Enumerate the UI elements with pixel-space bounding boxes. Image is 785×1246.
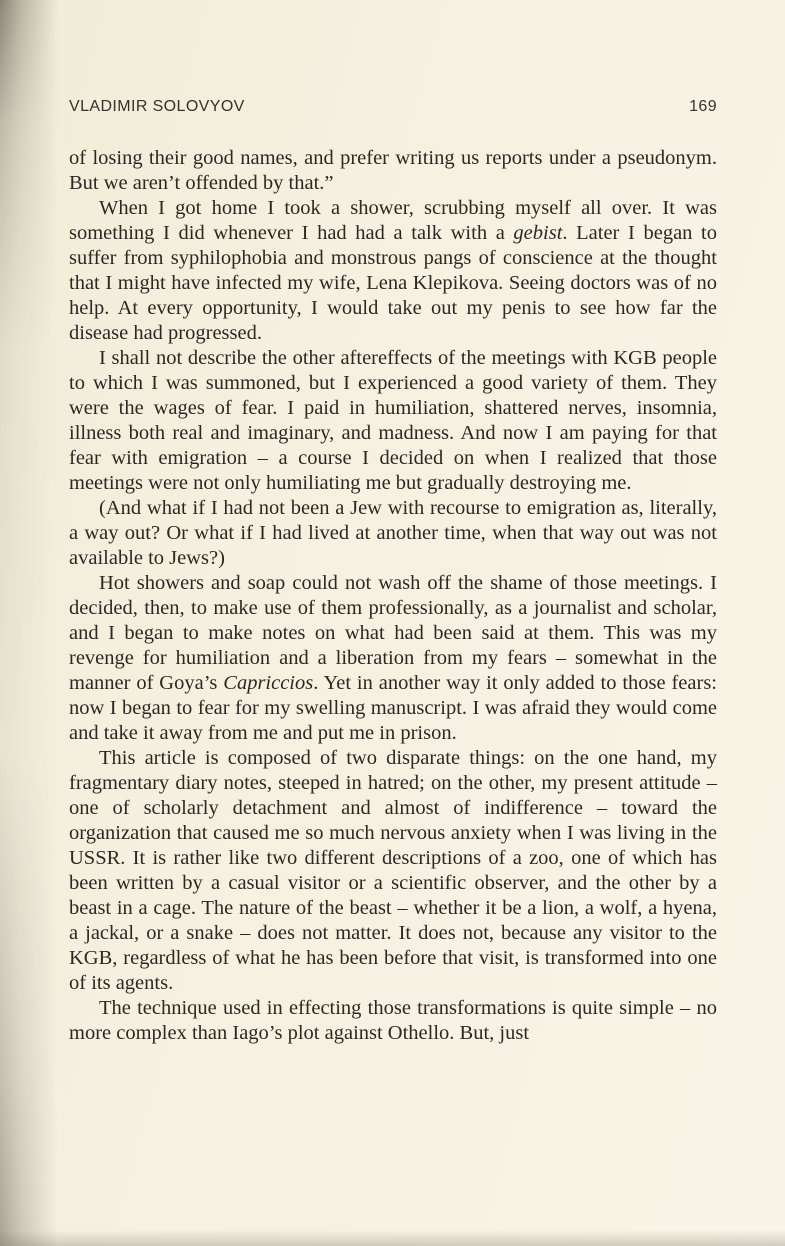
- paragraph-1-text: of losing their good names, and prefer writing us reports under a pseudonym. But we aren’t offended by that.”: [69, 147, 717, 194]
- running-header-author: VLADIMIR SOLOVYOV: [69, 98, 245, 115]
- page-body: [69, 146, 717, 1046]
- paragraph-4-text: (And what if I had not been a Jew with recourse to emigration as, literally, a way out? Or what if I had lived at another time, when that way out was not available to Jews?): [69, 497, 717, 569]
- paragraph-1: [69, 146, 717, 196]
- page-number: 169: [689, 98, 717, 115]
- paragraph-5-italic-capriccios: Capriccios: [223, 672, 314, 694]
- bottom-edge-shadow: [0, 1230, 785, 1246]
- paragraph-5-text-1: Hot showers and soap could not wash off the shame of those meetings. I decided, then, to make use of them professionally, as a journalist and scholar, and I began to make notes on what had been said at them. This was my revenge for humiliation and a liberation from my fears – somewhat in the manner of Goya’s: [69, 572, 717, 694]
- paragraph-2-text-1: When I got home I took a shower, scrubbing myself all over. It was something I did whenever I had had a talk with a: [69, 197, 717, 244]
- paragraph-6-text: This article is composed of two disparate things: on the one hand, my fragmentary diary notes, steeped in hatred; on the other, my present attitude – one of scholarly detachment and almost of indifference – toward the organization that caused me so much nervous anxiety when I was living in the USSR. It is rather like two different descriptions of a zoo, one of which has been written by a casual visitor or a scientific observer, and the other by a beast in a cage. The nature of the beast – whether it be a lion, a wolf, a hyena, a jackal, or a snake – does not matter. It does not, because any visitor to the KGB, regardless of what he has been before that visit, is transformed into one of its agents.: [69, 747, 717, 994]
- paragraph-3: [69, 346, 717, 496]
- paragraph-6: [69, 746, 717, 996]
- paragraph-2: [69, 196, 717, 346]
- paragraph-3-text: I shall not describe the other aftereffects of the meetings with KGB people to which I was summoned, but I experienced a good variety of them. They were the wages of fear. I paid in humiliation, shattered nerves, insomnia, illness both real and imaginary, and madness. And now I am paying for that fear with emigration – a course I decided on when I realized that those meetings were not only humiliating me but gradually destroying me.: [69, 347, 717, 494]
- gutter-shadow: [0, 0, 58, 1246]
- running-header: [69, 98, 717, 116]
- paragraph-7: [69, 996, 717, 1046]
- paragraph-2-text-2: . Later I began to suffer from syphilophobia and monstrous pangs of conscience at the thought that I might have infected my wife, Lena Klepikova. Seeing doctors was of no help. At every opportunity, I would take out my penis to see how far the disease had progressed.: [69, 222, 717, 344]
- paragraph-7-text: The technique used in effecting those transformations is quite simple – no more complex than Iago’s plot against Othello. But, just: [69, 997, 717, 1044]
- paragraph-5-text-2: . Yet in another way it only added to those fears: now I began to fear for my swelling manuscript. I was afraid they would come and take it away from me and put me in prison.: [69, 672, 718, 744]
- paragraph-4: [69, 496, 717, 571]
- paragraph-2-italic-gebist: gebist: [513, 222, 563, 244]
- paragraph-5: [69, 571, 717, 746]
